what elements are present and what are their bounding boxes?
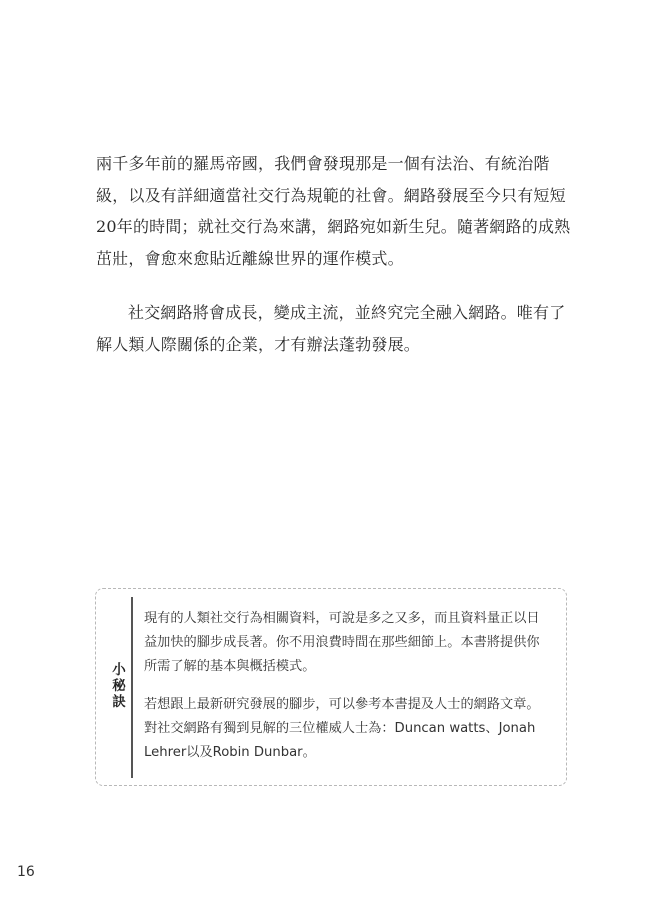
tip-box bbox=[95, 588, 567, 786]
tip-paragraph-1: 現有的人類社交行為相關資料，可說是多之又多，而且資料量正以日益加快的腳步成長著。你不用浪費時間在那些細節上。本書將提供你所需了解的基本與概括模式。 bbox=[144, 611, 540, 674]
body-paragraph-1: 兩千多年前的羅馬帝國，我們會發現那是一個有法治、有統治階級，以及有詳細適當社交行為規範的社會。網路發展至今只有短短20年的時間；就社交行為來講，網路宛如新生兒。隨著網路的成熟茁壯，會愈來愈貼近離線世界的運作模式。 bbox=[96, 154, 571, 268]
tip-label-char: 小 bbox=[112, 662, 126, 678]
tip-label bbox=[111, 662, 127, 710]
body-paragraph-2 bbox=[96, 297, 576, 360]
tip-divider bbox=[131, 597, 133, 778]
tip-label-char: 秘 bbox=[112, 678, 126, 694]
body-paragraph-2-text: 社交網路將會成長，變成主流，並終究完全融入網路。唯有了解人類人際關係的企業，才有辦法蓬勃發展。 bbox=[96, 303, 566, 354]
tip-paragraph-2: 若想跟上最新研究發展的腳步，可以參考本書提及人士的網路文章。對社交網路有獨到見解的三位權威人士為：Duncan watts、Jonah Lehrer以及Robin Dunbar。 bbox=[144, 697, 540, 760]
tip-label-char: 訣 bbox=[112, 694, 126, 710]
page-number: 16 bbox=[17, 864, 35, 880]
